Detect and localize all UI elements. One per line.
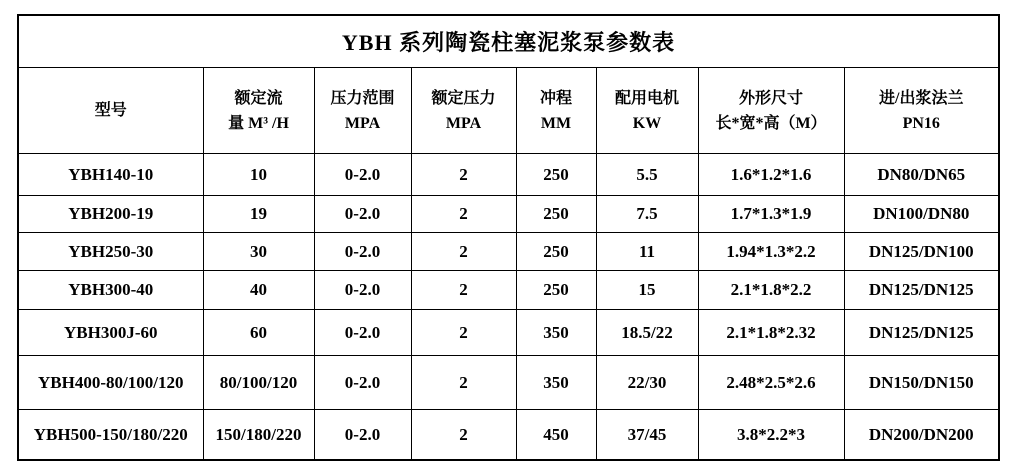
cell-pressure-range: 0-2.0 — [314, 356, 411, 410]
table-row — [18, 196, 999, 233]
cell-dimensions: 3.8*2.2*3 — [698, 410, 844, 461]
column-header-unit: 长*宽*高（M） — [715, 114, 827, 132]
column-header-stroke — [516, 68, 596, 154]
cell-dimensions: 2.1*1.8*2.32 — [698, 310, 844, 356]
cell-rated-flow: 19 — [203, 196, 314, 233]
cell-model: YBH140-10 — [18, 154, 203, 196]
cell-flange: DN200/DN200 — [844, 410, 999, 461]
column-header-label: 型号 — [94, 102, 127, 119]
cell-pressure-range: 0-2.0 — [314, 410, 411, 461]
cell-motor: 7.5 — [596, 196, 698, 233]
cell-pressure-range: 0-2.0 — [314, 154, 411, 196]
cell-dimensions: 2.1*1.8*2.2 — [698, 271, 844, 310]
cell-rated-flow: 40 — [203, 271, 314, 310]
column-header-unit: MPA — [445, 114, 482, 132]
cell-rated-flow: 80/100/120 — [203, 356, 314, 410]
cell-motor: 37/45 — [596, 410, 698, 461]
table-row — [18, 356, 999, 410]
column-header-label: 压力范围 — [330, 89, 395, 107]
cell-model: YBH200-19 — [18, 196, 203, 233]
column-header-unit: PN16 — [902, 114, 940, 132]
cell-rated-flow: 10 — [203, 154, 314, 196]
column-header-unit: 量 M³ /H — [228, 114, 289, 132]
cell-rated-pressure: 2 — [411, 233, 516, 271]
cell-stroke: 250 — [516, 233, 596, 271]
column-header-unit: MM — [540, 114, 572, 132]
cell-motor: 5.5 — [596, 154, 698, 196]
cell-motor: 18.5/22 — [596, 310, 698, 356]
cell-flange: DN125/DN125 — [844, 310, 999, 356]
cell-pressure-range: 0-2.0 — [314, 271, 411, 310]
column-header-label: 外形尺寸 — [738, 89, 803, 107]
cell-rated-flow: 60 — [203, 310, 314, 356]
cell-stroke: 250 — [516, 271, 596, 310]
cell-stroke: 250 — [516, 154, 596, 196]
column-header-dimensions — [698, 68, 844, 154]
cell-stroke: 250 — [516, 196, 596, 233]
cell-rated-pressure: 2 — [411, 271, 516, 310]
parameter-table — [17, 14, 1000, 461]
column-header-label: 冲程 — [539, 89, 572, 107]
title-row — [18, 15, 999, 68]
cell-rated-pressure: 2 — [411, 356, 516, 410]
header-row — [18, 68, 999, 154]
cell-motor: 15 — [596, 271, 698, 310]
cell-pressure-range: 0-2.0 — [314, 310, 411, 356]
cell-rated-pressure: 2 — [411, 410, 516, 461]
table-row — [18, 233, 999, 271]
table-row — [18, 410, 999, 461]
cell-stroke: 350 — [516, 356, 596, 410]
table-row — [18, 154, 999, 196]
cell-rated-flow: 150/180/220 — [203, 410, 314, 461]
column-header-pressure-range — [314, 68, 411, 154]
cell-rated-pressure: 2 — [411, 196, 516, 233]
column-header-label: 额定流 — [234, 89, 283, 107]
column-header-label: 进/出浆法兰 — [879, 89, 964, 107]
cell-model: YBH300J-60 — [18, 310, 203, 356]
table-row — [18, 310, 999, 356]
cell-pressure-range: 0-2.0 — [314, 196, 411, 233]
cell-rated-pressure: 2 — [411, 310, 516, 356]
cell-dimensions: 1.94*1.3*2.2 — [698, 233, 844, 271]
cell-model: YBH250-30 — [18, 233, 203, 271]
cell-motor: 11 — [596, 233, 698, 271]
column-header-label: 额定压力 — [431, 89, 496, 107]
cell-pressure-range: 0-2.0 — [314, 233, 411, 271]
column-header-motor — [596, 68, 698, 154]
cell-flange: DN100/DN80 — [844, 196, 999, 233]
cell-model: YBH500-150/180/220 — [18, 410, 203, 461]
cell-flange: DN125/DN100 — [844, 233, 999, 271]
cell-model: YBH400-80/100/120 — [18, 356, 203, 410]
column-header-unit: KW — [632, 114, 662, 132]
column-header-unit: MPA — [344, 114, 381, 132]
column-header-flange — [844, 68, 999, 154]
cell-flange: DN150/DN150 — [844, 356, 999, 410]
cell-dimensions: 2.48*2.5*2.6 — [698, 356, 844, 410]
cell-flange: DN80/DN65 — [844, 154, 999, 196]
column-header-rated-pressure — [411, 68, 516, 154]
table-title: YBH 系列陶瓷柱塞泥浆泵参数表 — [18, 15, 999, 68]
cell-rated-pressure: 2 — [411, 154, 516, 196]
cell-motor: 22/30 — [596, 356, 698, 410]
column-header-model — [18, 68, 203, 154]
table-row — [18, 271, 999, 310]
cell-dimensions: 1.7*1.3*1.9 — [698, 196, 844, 233]
cell-flange: DN125/DN125 — [844, 271, 999, 310]
cell-rated-flow: 30 — [203, 233, 314, 271]
cell-model: YBH300-40 — [18, 271, 203, 310]
column-header-rated-flow — [203, 68, 314, 154]
cell-stroke: 350 — [516, 310, 596, 356]
cell-stroke: 450 — [516, 410, 596, 461]
cell-dimensions: 1.6*1.2*1.6 — [698, 154, 844, 196]
column-header-label: 配用电机 — [614, 89, 679, 107]
